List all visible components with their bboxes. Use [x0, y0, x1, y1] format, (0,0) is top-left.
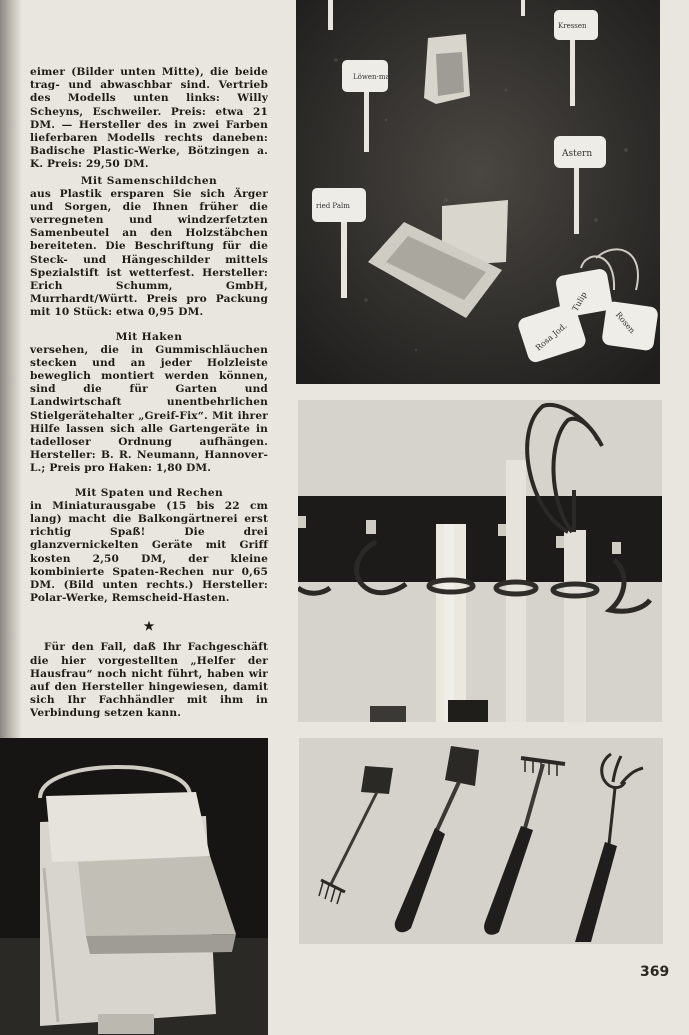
label-loewenmaul: Löwen-maul — [353, 73, 397, 81]
label-ried-palm: ried Palm — [316, 202, 350, 210]
tag-rosa-jod: Rosa Jod. — [533, 321, 569, 353]
page-number: 369 — [640, 964, 670, 980]
intro-paragraph: eimer (Bilder unten Mitte), die beide trag- und abwaschbar sind. Vertrieb des Modells unten links: Willy Scheyns, Eschweiler. Preis: etwa 21 DM. — Hersteller des in zwei Farben lieferbaren Modells rechts daneben: Badische Plastic-Werke, Bötzingen a. K. Preis: 29,50 DM. — [30, 66, 268, 171]
photo-plant-labels — [296, 0, 660, 384]
tag-tulip: Tulip — [570, 290, 589, 313]
photo-tool-holders — [298, 400, 662, 722]
body-haken: versehen, die in Gummischläuchen stecken und an jeder Holzleiste beweglich montiert werden können, sind die für Garten und Landwirtschaft unentbehrlichen Stielgerätehalter „Greif-Fix“. Mit ihrer Hilfe lassen sich alle Gartengeräte in tadelloser Ordnung aufhängen. Hersteller: B. R. Neumann, Hannover-L.; Preis pro Haken: 1,80 DM. — [30, 343, 268, 475]
photo-mini-tools — [299, 738, 663, 944]
label-kressen: Kressen — [558, 22, 587, 30]
body-samenschildchen: aus Plastik ersparen Sie sich Ärger und Sorgen, die Ihnen früher die verregneten und windzerfetzten Samenbeutel an den Holzstäbchen bereiteten. Die Beschriftung für die Steck- und Hängeschilder mittels Spezialstift ist wetterfest. Hersteller: Erich Schumm, GmbH, Murrhardt/Württ. Preis pro Packung mit 10 Stück: etwa 0,95 DM. — [30, 187, 268, 319]
section-separator-star: ★ — [143, 619, 155, 634]
label-astern: Astern — [562, 149, 593, 159]
photo-bucket — [0, 738, 268, 1035]
heading-samenschildchen: Mit Samenschildchen — [80, 174, 218, 187]
article-text-column — [30, 66, 268, 721]
body-spaten-rechen: in Miniaturausgabe (15 bis 22 cm lang) macht die Balkongärtnerei erst richtig Spaß! Die drei glanzvernickelten Geräte mit Griff kosten 2,50 DM, der kleine kombinierte Spaten-Rechen nur 0,65 DM. (Bild unten rechts.) Hersteller: Polar-Werke, Remscheid-Hasten. — [30, 499, 268, 605]
heading-spaten-rechen: Mit Spaten und Rechen — [74, 486, 224, 499]
tag-rosen: Rosen — [613, 310, 637, 336]
heading-haken: Mit Haken — [115, 330, 183, 343]
closing-note: Für den Fall, daß Ihr Fachgeschäft die hier vorgestellten „Helfer der Hausfrau“ noch nicht führt, haben wir auf den Hersteller hingewiesen, damit sich Ihr Fachhändler mit ihm in Verbindung setzen kann. — [30, 641, 268, 720]
